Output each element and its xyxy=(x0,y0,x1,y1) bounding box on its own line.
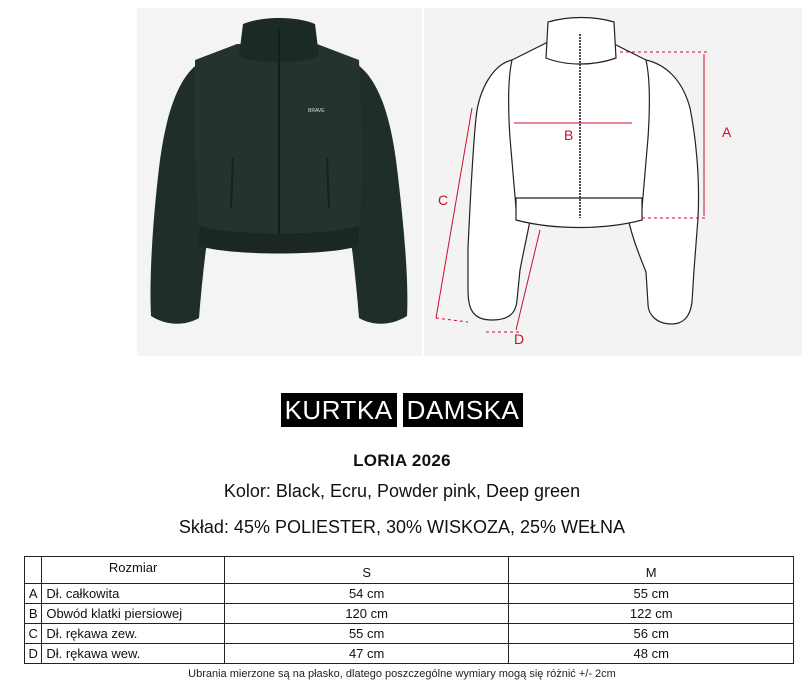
diagram-hem xyxy=(516,198,642,228)
product-title xyxy=(0,393,804,427)
row-name: Dł. rękawa wew. xyxy=(42,644,225,664)
measurement-diagram xyxy=(424,8,802,356)
row-letter: A xyxy=(25,584,42,604)
table-row xyxy=(25,644,794,664)
size-table xyxy=(24,556,794,664)
label-d: D xyxy=(514,331,525,347)
product-photo xyxy=(137,8,422,356)
label-a: A xyxy=(722,124,732,140)
row-value-s: 54 cm xyxy=(224,584,509,604)
row-letter: D xyxy=(25,644,42,664)
diagram-body xyxy=(509,42,650,208)
table-header-row xyxy=(25,557,794,584)
title-word-2: DAMSKA xyxy=(403,393,524,427)
row-value-s: 47 cm xyxy=(224,644,509,664)
row-value-m: 55 cm xyxy=(509,584,794,604)
header-letter-cell xyxy=(25,557,42,584)
row-value-s: 120 cm xyxy=(224,604,509,624)
table-row xyxy=(25,624,794,644)
diagram-collar xyxy=(546,18,616,65)
composition-info: Skład: 45% POLIESTER, 30% WISKOZA, 25% WEŁNA xyxy=(178,517,626,537)
header-size-s: S xyxy=(224,557,509,584)
measure-line-c xyxy=(436,108,472,318)
color-info: Kolor: Black, Ecru, Powder pink, Deep green xyxy=(223,481,581,501)
row-value-m: 48 cm xyxy=(509,644,794,664)
row-value-s: 55 cm xyxy=(224,624,509,644)
table-row xyxy=(25,604,794,624)
header-size-label: Rozmiar xyxy=(42,557,225,584)
model-name: LORIA 2026 xyxy=(353,451,451,470)
row-name: Obwód klatki piersiowej xyxy=(42,604,225,624)
jacket-logo: BRAVE xyxy=(308,108,325,114)
row-value-m: 122 cm xyxy=(509,604,794,624)
label-c: C xyxy=(438,192,449,208)
row-letter: B xyxy=(25,604,42,624)
row-letter: C xyxy=(25,624,42,644)
label-b: B xyxy=(564,127,574,143)
row-value-m: 56 cm xyxy=(509,624,794,644)
title-word-1: KURTKA xyxy=(281,393,397,427)
table-row xyxy=(25,584,794,604)
header-size-m: M xyxy=(509,557,794,584)
measurement-note: Ubrania mierzone są na płasko, dlatego poszczególne wymiary mogą się różnić +/- 2cm xyxy=(188,668,616,680)
row-name: Dł. całkowita xyxy=(42,584,225,604)
row-name: Dł. rękawa zew. xyxy=(42,624,225,644)
